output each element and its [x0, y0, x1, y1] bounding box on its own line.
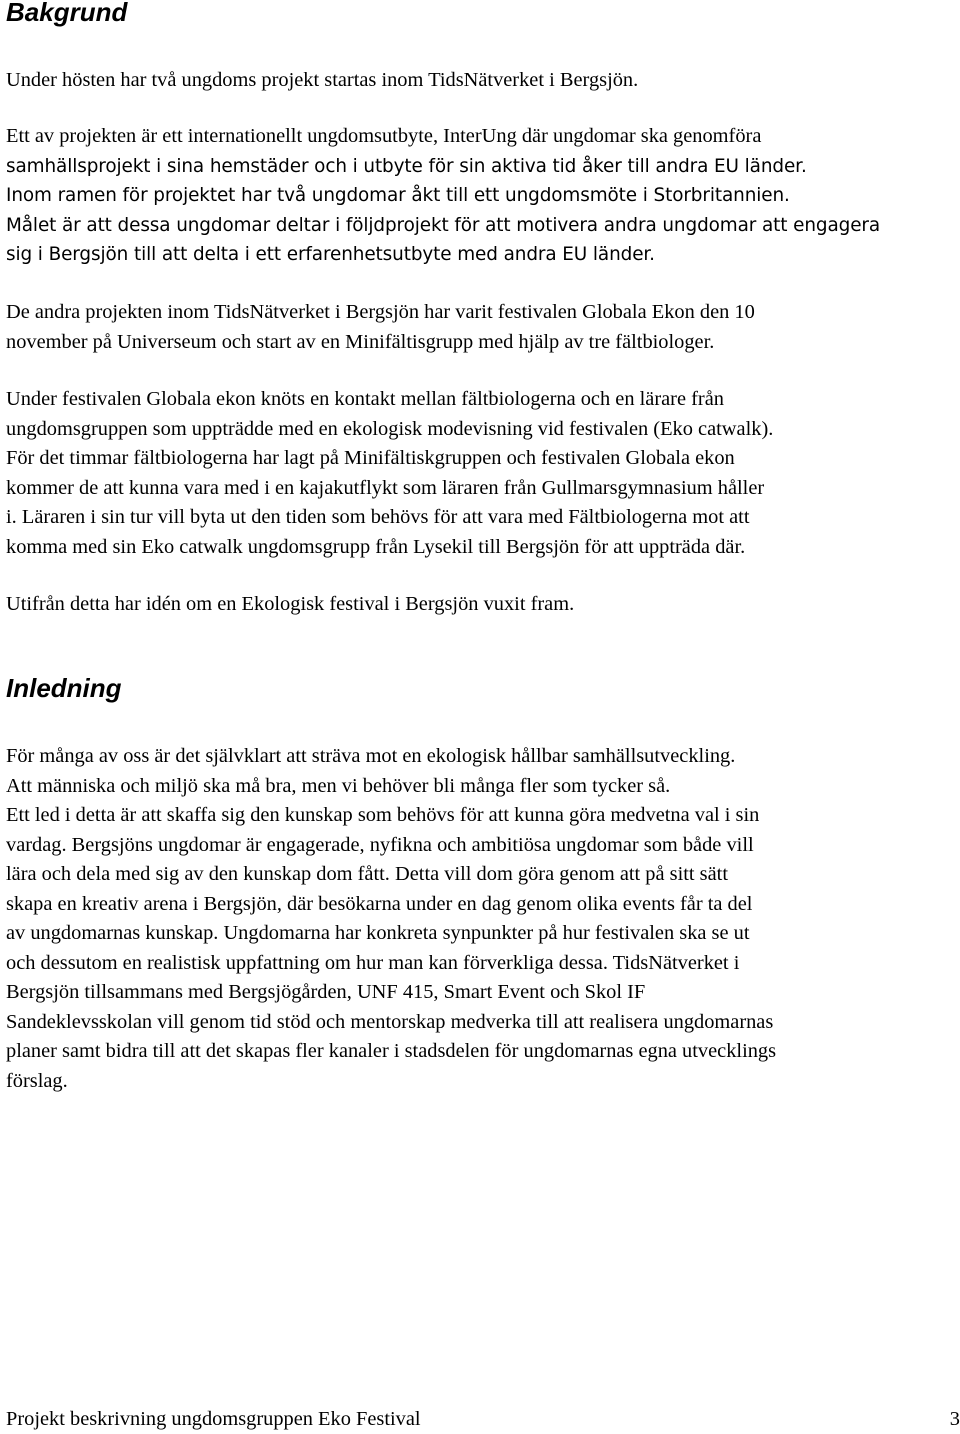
section-heading-bakgrund: Bakgrund	[6, 0, 128, 27]
text-line: ungdomsgruppen som uppträdde med en ekologisk modevisning vid festivalen (Eko catwalk).	[6, 417, 774, 440]
section-heading-inledning: Inledning	[6, 673, 122, 703]
text-line: lära och dela med sig av den kunskap dom fått. Detta vill dom göra genom att på sitt sätt	[6, 863, 728, 885]
text-line: av ungdomarnas kunskap. Ungdomarna har konkreta synpunkter på hur festivalen ska se ut	[6, 922, 750, 944]
text-line: För det timmar fältbiologerna har lagt på Minifältiskgruppen och festivalen Globala ekon	[6, 447, 735, 469]
paragraph	[6, 742, 960, 1096]
footer-title: Projekt beskrivning ungdomsgruppen Eko Festival	[6, 1408, 421, 1430]
text-line: samhällsprojekt i sina hemstäder och i utbyte för sin aktiva tid åker till andra EU länder.	[6, 155, 807, 177]
text-line: Ett led i detta är att skaffa sig den kunskap som behövs för att kunna göra medvetna val i sin	[6, 804, 760, 826]
text-line: Målet är att dessa ungdomar deltar i följdprojekt för att motivera andra ungdomar att engagera	[6, 214, 881, 236]
text-line: Att människa och miljö ska må bra, men vi behöver bli många fler som tycker så.	[6, 774, 671, 797]
text-line: Utifrån detta har idén om en Ekologisk festival i Bergsjön vuxit fram.	[6, 593, 575, 615]
page-number: 3	[949, 1408, 960, 1430]
text-line: De andra projekten inom TidsNätverket i Bergsjön har varit festivalen Globala Ekon den 10	[6, 301, 755, 323]
text-line: och dessutom en realistisk uppfattning om hur man kan förverkliga dessa. TidsNätverket i	[6, 951, 740, 974]
text-line: Bergsjön tillsammans med Bergsjögården, UNF 415, Smart Event och Skol IF	[6, 981, 646, 1003]
text-line: Inom ramen för projektet har två ungdomar åkt till ett ungdomsmöte i Storbritannien.	[6, 185, 790, 206]
text-line: planer samt bidra till att det skapas fler kanaler i stadsdelen för ungdomarnas egna utvecklings	[6, 1040, 777, 1062]
text-line: Sandeklevsskolan vill genom tid stöd och mentorskap medverka till att realisera ungdomarnas	[6, 1010, 774, 1033]
text-line: kommer de att kunna vara med i en kajakutflykt som läraren från Gullmarsgymnasium håller	[6, 476, 765, 499]
text-line: För många av oss är det självklart att sträva mot en ekologisk hållbar samhällsutveckling.	[6, 745, 736, 767]
text-line: komma med sin Eko catwalk ungdomsgrupp från Lysekil till Bergsjön för att uppträda där.	[6, 535, 746, 558]
text-line: Ett av projekten är ett internationellt ungdomsutbyte, InterUng där ungdomar ska genomföra	[6, 125, 762, 147]
paragraph	[6, 298, 960, 357]
text-line: vardag. Bergsjöns ungdomar är engagerade, nyfikna och ambitiösa ungdomar som både vill	[6, 833, 754, 856]
text-line: sig i Bergsjön till att delta i ett erfarenhetsutbyte med andra EU länder.	[6, 244, 655, 265]
paragraph	[6, 122, 960, 270]
text-line: Under festivalen Globala ekon knöts en kontakt mellan fältbiologerna och en lärare från	[6, 388, 724, 410]
paragraph	[6, 590, 960, 620]
text-line: förslag.	[6, 1069, 68, 1092]
paragraph	[6, 385, 960, 562]
paragraph	[6, 66, 960, 96]
text-line: Under hösten har två ungdoms projekt startas inom TidsNätverket i Bergsjön.	[6, 69, 639, 91]
text-line: november på Universeum och start av en Minifältisgrupp med hjälp av tre fältbiologer.	[6, 330, 715, 353]
text-line: skapa en kreativ arena i Bergsjön, där besökarna under en dag genom olika events får ta del	[6, 892, 753, 915]
text-line: i. Läraren i sin tur vill byta ut den tiden som behövs för att vara med Fältbiologerna mot att	[6, 506, 750, 528]
